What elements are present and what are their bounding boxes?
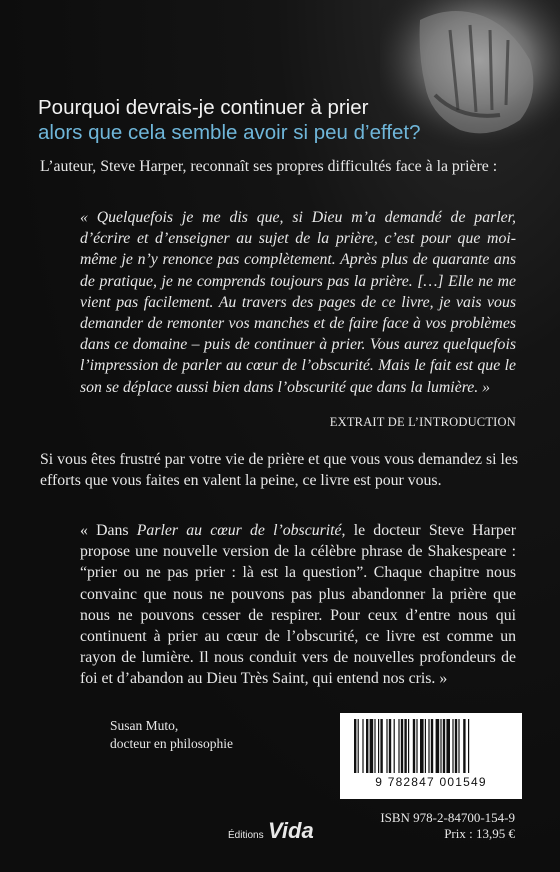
extract-label: EXTRAIT DE L’INTRODUCTION xyxy=(329,415,516,429)
barcode-bar xyxy=(436,719,440,773)
barcode-bar xyxy=(428,719,429,773)
barcode-bar xyxy=(463,719,465,773)
headline-line-1: Pourquoi devrais-je continuer à prier xyxy=(38,96,369,119)
headline-line-2: alors que cela semble avoir si peu d’effet? xyxy=(38,121,421,144)
barcode xyxy=(340,713,522,799)
barcode-bar xyxy=(378,719,379,773)
barcode-bar xyxy=(394,719,395,773)
barcode-bar xyxy=(446,719,450,773)
review-open: « Dans xyxy=(80,522,137,539)
barcode-bar xyxy=(443,719,445,773)
barcode-bar xyxy=(366,719,368,773)
publisher-logo xyxy=(228,818,314,844)
review-quote xyxy=(80,520,516,690)
barcode-bar xyxy=(380,719,382,773)
signature-title: docteur en philosophie xyxy=(110,736,233,751)
barcode-bar xyxy=(374,719,375,773)
price: Prix : 13,95 € xyxy=(444,826,515,841)
author-quote: « Quelquefois je me dis que, si Dieu m’a demandé de parler, d’écrire et d’enseigner au sujet de la prière, c’est pour que moi-même je n’y renonce pas complètement. Après plus de quarante ans de pratique, je ne comprends toujours pas la prière. […] Elle ne me vient pas facilement. Au travers des pages de ce livre, je vais vous demander de remonter vos manches et de faire face à vos problèmes dans ce domaine – puis de continuer à prier. Vous aurez quelquefois l’impression de parler au cœur de l’obscurité. Mais le fait est que le son se déplace aussi bien dans l’obscurité que dans la lumière. » xyxy=(80,209,516,396)
barcode-bar xyxy=(452,719,453,773)
barcode-bar xyxy=(458,719,459,773)
isbn-number: ISBN 978-2-84700-154-9 xyxy=(380,810,515,825)
barcode-bar xyxy=(425,719,426,773)
signature-name: Susan Muto, xyxy=(110,718,179,733)
headline xyxy=(38,95,421,145)
barcode-bar xyxy=(358,719,359,773)
barcode-bar xyxy=(455,719,457,773)
barcode-bar xyxy=(362,719,363,773)
barcode-bar xyxy=(431,719,433,773)
barcode-bar xyxy=(413,719,415,773)
signature xyxy=(110,717,233,753)
barcode-bar xyxy=(354,719,356,773)
barcode-bar xyxy=(370,719,374,773)
barcode-bars xyxy=(340,713,522,775)
publisher-prefix: Éditions xyxy=(228,830,264,841)
intro-paragraph: L’auteur, Steve Harper, reconnaît ses propres difficultés face à la prière : xyxy=(40,158,498,175)
barcode-bar xyxy=(408,719,409,773)
review-book-title: Parler au cœur de l’obscurité xyxy=(136,522,342,539)
barcode-bar xyxy=(468,719,469,773)
review-rest: , le docteur Steve Harper propose une nouvelle version de la célèbre phrase de Shakespeare : “prier ou ne pas prier : là est la question”. Chaque chapitre nous convainc que nous ne pouvons pas plus abandonner la prière que nous ne pouvons cesser de respirer. Pour ceux d’entre nous qui continuent à prier au cœur de l’obscurité, ce livre est comme un rayon de lumière. Il nous conduit vers de nouvelles profondeurs de foi et d’abandon au Dieu Très Saint, qui entend nos cris. » xyxy=(80,522,517,688)
barcode-bar xyxy=(404,719,406,773)
barcode-bar xyxy=(386,719,387,773)
barcode-bar xyxy=(401,719,403,773)
barcode-bar xyxy=(440,719,441,773)
publisher-name: Vida xyxy=(268,818,314,843)
barcode-bar xyxy=(416,719,417,773)
barcode-bar xyxy=(389,719,391,773)
barcode-bar xyxy=(398,719,399,773)
paragraph-2: Si vous êtes frustré par votre vie de prière et que vous vous demandez si les efforts que vous faites en valent la peine, ce livre est pour vous. xyxy=(40,451,518,490)
barcode-digits: 9 782847 001549 xyxy=(375,775,487,789)
isbn-block xyxy=(355,810,515,842)
barcode-bar xyxy=(420,719,424,773)
